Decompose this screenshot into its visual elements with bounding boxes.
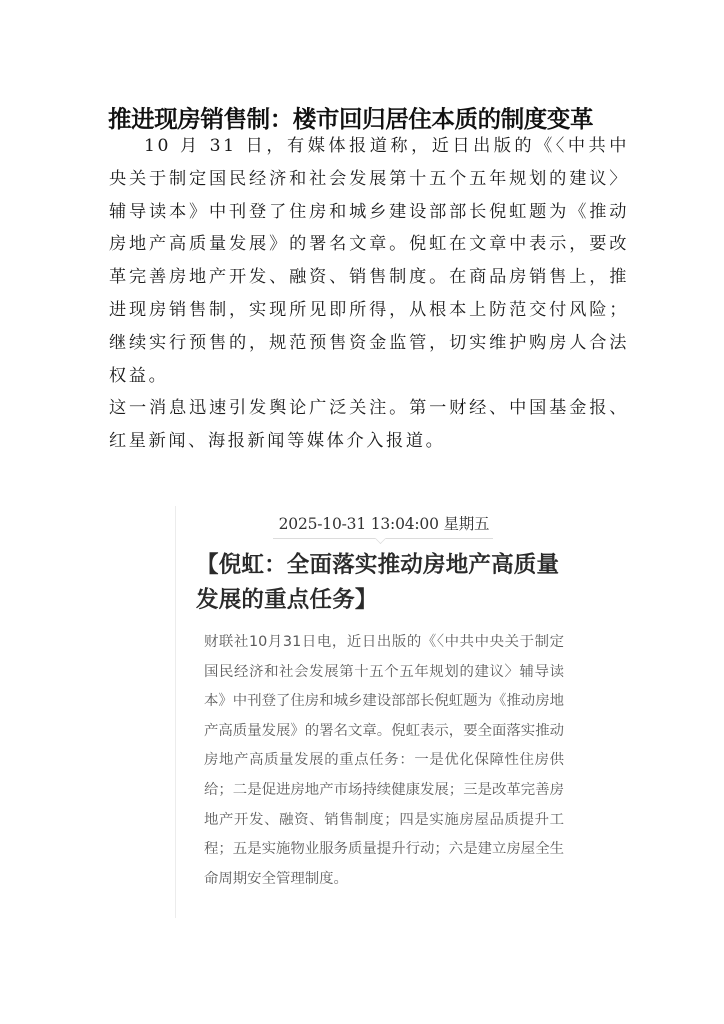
- document-body: [109, 130, 629, 458]
- body-paragraph-1: 10 月 31 日，有媒体报道称，近日出版的《〈中共中央关于制定国民经济和社会发展第十五个五年规划的建议〉辅导读本》中刊登了住房和城乡建设部部长倪虹题为《推动房地产高质量发展》的署名文章。倪虹在文章中表示，要改革完善房地产开发、融资、销售制度。在商品房销售上，推进现房销售制，实现所见即所得，从根本上防范交付风险；继续实行预售的，规范预售资金监管，切实维护购房人合法权益。: [109, 136, 629, 386]
- news-headline: 【倪虹：全面落实推动房地产高质量发展的重点任务】: [196, 552, 560, 613]
- news-datetime: 2025-10-31 13:04:00 星期五: [278, 515, 490, 533]
- document-title: 推进现房销售制：楼市回归居住本质的制度变革: [108, 104, 594, 133]
- embedded-news-screenshot: [175, 506, 596, 918]
- news-body: 财联社10月31日电，近日出版的《〈中共中央关于制定国民经济和社会发展第十五个五年规划的建议〉辅导读本》中刊登了住房和城乡建设部部长倪虹题为《推动房地产高质量发展》的署名文章。倪虹表示，要全面落实推动房地产高质量发展的重点任务：一是优化保障性住房供给；二是促进房地产市场持续健康发展；三是改革完善房地产开发、融资、销售制度；四是实施房屋品质提升工程；五是实施物业服务质量提升行动；六是建立房屋全生命周期安全管理制度。: [204, 634, 564, 887]
- body-paragraph-2: 这一消息迅速引发舆论广泛关注。第一财经、中国基金报、红星新闻、海报新闻等媒体介入报道。: [109, 398, 629, 452]
